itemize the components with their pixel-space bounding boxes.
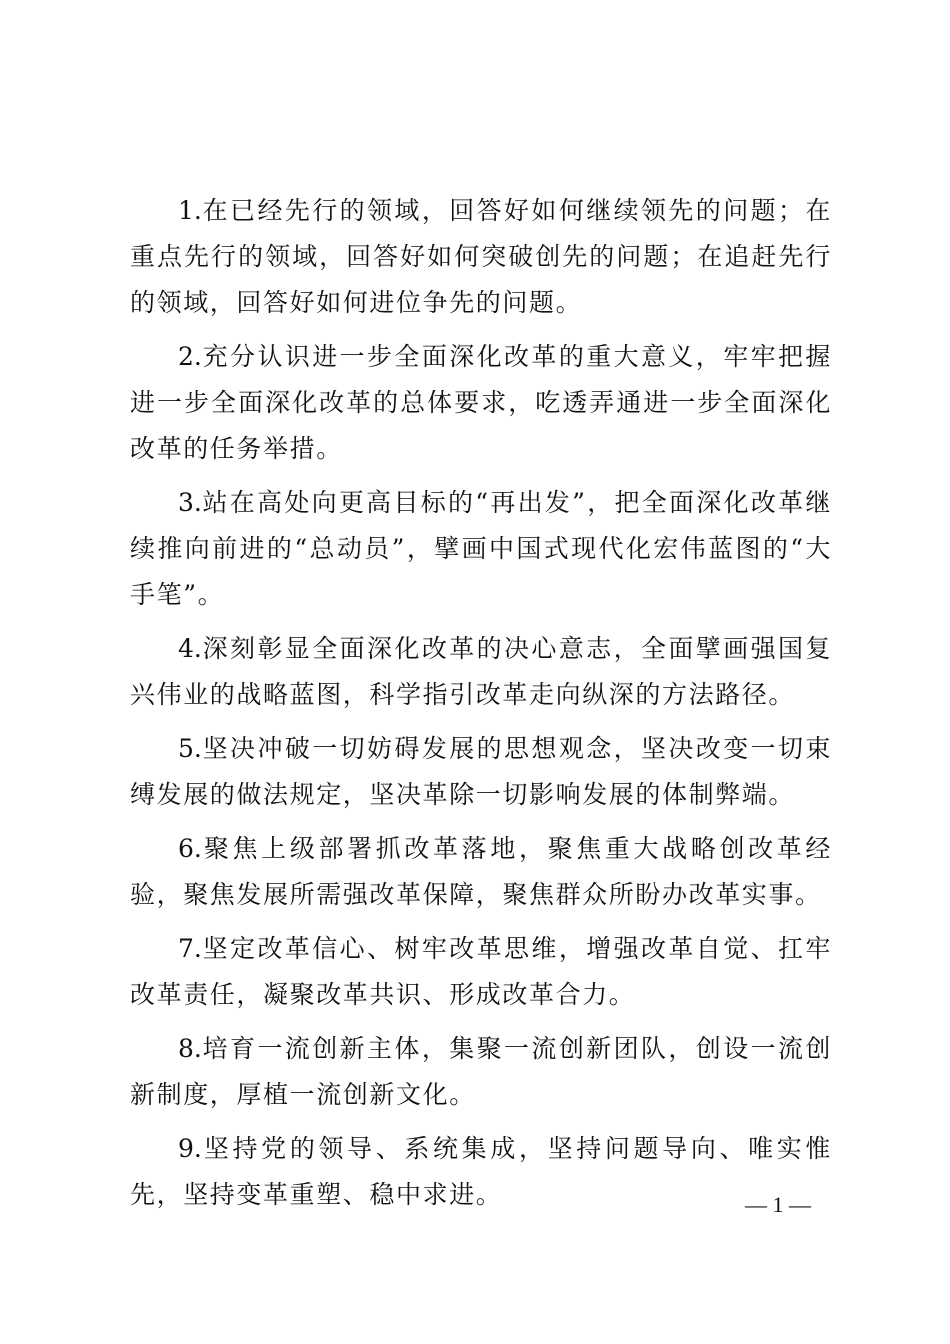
item-number: 3.: [178, 488, 202, 517]
list-item-2: [130, 334, 832, 472]
list-item-3: [130, 480, 832, 618]
item-number: 1.: [178, 196, 202, 225]
list-item-1: [130, 188, 832, 326]
item-text: 坚决冲破一切妨碍发展的思想观念，坚决改变一切束缚发展的做法规定，坚决革除一切影响发展的体制弊端。: [130, 734, 832, 809]
item-text: 培育一流创新主体，集聚一流创新团队，创设一流创新制度，厚植一流创新文化。: [130, 1034, 832, 1109]
page-number: — 1 —: [745, 1192, 811, 1217]
list-item-5: [130, 726, 832, 818]
item-text: 充分认识进一步全面深化改革的重大意义，牢牢把握进一步全面深化改革的总体要求，吃透弄通进一步全面深化改革的任务举措。: [130, 342, 832, 463]
item-number: 4.: [178, 634, 202, 663]
item-number: 2.: [178, 342, 202, 371]
item-text: 聚焦上级部署抓改革落地，聚焦重大战略创改革经验，聚焦发展所需强改革保障，聚焦群众所盼办改革实事。: [130, 834, 832, 909]
item-number: 8.: [178, 1034, 202, 1063]
item-number: 9.: [178, 1134, 202, 1163]
list-item-9: [130, 1126, 832, 1218]
list-item-7: [130, 926, 832, 1018]
item-text: 在已经先行的领域，回答好如何继续领先的问题；在重点先行的领域，回答好如何突破创先的问题；在追赶先行的领域，回答好如何进位争先的问题。: [130, 196, 832, 317]
list-item-8: [130, 1026, 832, 1118]
item-number: 5.: [178, 734, 202, 763]
list-item-6: [130, 826, 832, 918]
item-text: 深刻彰显全面深化改革的决心意志，全面擘画强国复兴伟业的战略蓝图，科学指引改革走向纵深的方法路径。: [130, 634, 832, 709]
item-number: 7.: [178, 934, 202, 963]
item-number: 6.: [178, 834, 202, 863]
document-body: [130, 188, 832, 1226]
list-item-4: [130, 626, 832, 718]
item-text: 坚定改革信心、树牢改革思维，增强改革自觉、扛牢改革责任，凝聚改革共识、形成改革合力。: [130, 934, 832, 1009]
item-text: 站在高处向更高目标的“再出发”，把全面深化改革继续推向前进的“总动员”，擘画中国式现代化宏伟蓝图的“大手笔”。: [130, 488, 832, 609]
item-text: 坚持党的领导、系统集成，坚持问题导向、唯实惟先，坚持变革重塑、稳中求进。: [130, 1134, 832, 1209]
